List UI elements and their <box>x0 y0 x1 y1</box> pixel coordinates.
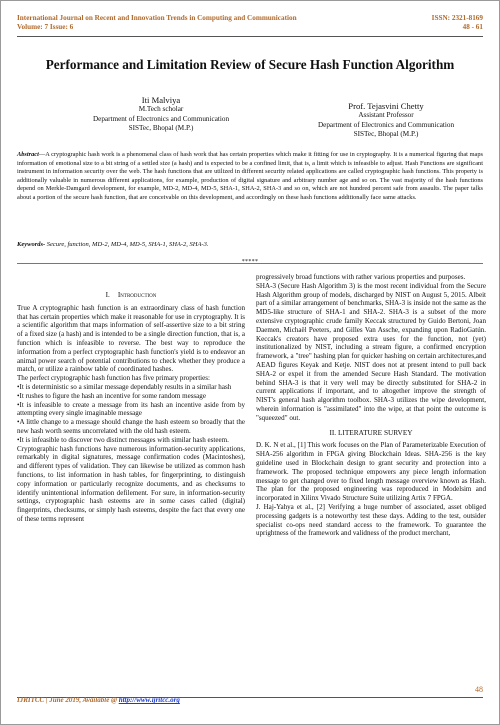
author-block-1 <box>51 96 271 133</box>
page-range: 48 - 61 <box>462 23 483 31</box>
issn: ISSN: 2321-8169 <box>431 14 483 22</box>
volume-issue: Volume: 7 Issue: 6 <box>17 23 74 31</box>
abstract <box>17 151 483 203</box>
footer-text: IJRITCC | June 2019, Available @ <box>17 696 119 704</box>
list-item: •It is deterministic so a similar message dependably results in a similar hash <box>17 382 232 391</box>
paragraph: D. K. N et al., [1] This work focuses on the Plan of Parameterizable Execution of SHA-256 algorithm in FPGA giving Blockchain Ideas. SHA-256 is the key guideline used in Blockchain design to grant security and protection into a framework. The proposed technique empowers any piece length information message to get changed over to fixed length message overview known as Hash. The plan for the proposed engineering was reproduced in Modelsim and incorporated in Xilinx Vivado Structure Suite utilizing Artix 7 FPGA. <box>256 441 486 503</box>
right-column <box>256 273 486 538</box>
author-dept: Department of Electronics and Communication <box>92 114 230 123</box>
author-name: Iti Malviya <box>141 95 181 105</box>
author-name: Prof. Tejasvini Chetty <box>348 101 424 111</box>
paragraph: J. Haj-Yahya et al., [2] Verifying a huge number of associated, asset obliged processing gadgets is a noteworthy test these days. Adding to the test, outsider specialist co-ops need standard access to the framework. To guarantee the uprightness of the framework and validness of the product merchant, <box>256 502 486 538</box>
author-role: Assistant Professor <box>358 111 414 120</box>
abstract-text: —A cryptographic hash work is a phenomenal class of hash work that has certain properties which make it fitting for use in cryptography. It is a numerical figuring that maps information of emotional size to a bit string of a settled size (a hash) and is expected to be a confined limit, that is, a limit which is infeasible to adjust. Hash Functions are significant instrument in information security over the web. The hash functions that are utilized in different security related applications are called cryptographic hash functions. This property is additionally valuable in numerous different applications, for example, production of digital signature and arbitrary number age and so on. The vast majority of the hash functions depend on Merkle-Damgard development, for example, MD-2, MD-4, MD-5, SHA-1, SHA-2, SHA-3 and so on, which are not hundred percent safe from assaults. The paper talks about a portion of the secure hash function, that are conceivable on this development, and accordingly on these hash functions additionally face same attacks. <box>17 151 483 201</box>
issn-header <box>432 14 483 32</box>
author-block-2 <box>291 102 481 139</box>
paragraph: True A cryptographic hash function is an extraordinary class of hash function that has certain properties which make it reasonable for use in cryptography. It is a scientific algorithm that maps information of self-assertive size to a bit string of a fixed size (a hash) and is intended to be a single direction function, that is, a function which is infeasible to reverse. The best way to reproduce the information from a perfect cryptographic hash function's yield is to endeavor an animal power search of potential contributions to check whether they produce a match, or utilize a rainbow table of coordinated hashes. <box>17 303 245 374</box>
header-rule <box>17 36 483 37</box>
journal-name: International Journal on Recent and Innovation Trends in Computing and Communication <box>17 14 297 22</box>
abstract-label: Abstract <box>17 151 39 158</box>
journal-header <box>17 14 297 32</box>
paragraph: Cryptographic hash functions have numerous information-security applications, remarkably in digital signatures, message confirmation codes (Macintoshes), and different types of validation. They can likewise be utilized as common hash functions, to list information in hash tables, for fingerprinting, to distinguish copy information or particularly recognize documents, and as checksums to identify unintentional information defilement. For sure, in information-security settings, cryptographic hash esteems are in some cases called (digital) fingerprints, checksums, or simply hash esteems, despite the fact that every one of these terms represent <box>17 444 245 523</box>
author-inst: SISTec, Bhopal (M.P.) <box>353 129 419 138</box>
paper-title: Performance and Limitation Review of Secure Hash Function Algorithm <box>45 57 455 72</box>
author-inst: SISTec, Bhopal (M.P.) <box>128 123 194 132</box>
section-heading <box>17 291 245 300</box>
keywords-label: Keywords- <box>17 241 46 248</box>
paragraph: The perfect cryptographic hash function has five primary properties: <box>17 374 210 383</box>
paragraph: SHA-3 (Secure Hash Algorithm 3) is the most recent individual from the Secure Hash Algorithm group of models, discharged by NIST on August 5, 2015. Albeit part of a similar arrangement of benchmarks, SHA-3 is inside not the same as the MD5-like structure of SHA-1 and SHA-2. SHA-3 is a subset of the more extensive cryptographic crude family Keccak structured by Guido Bertoni, Joan Daemen, Michaël Peeters, and Gilles Van Assche, expanding upon RadioGatún. Keccak's creators have proposed extra uses for the function, not (yet) institutionalized by NIST, including a stream figure, a confirmed encryption framework, a "tree" hashing plan for quicker hashing on certain architectures,and AEAD figures Keyak and Ketje. NIST does not at present intend to pull back SHA-2 or expel it from the amended Secure Hash Standard. The motivation behind SHA-3 is that it very well may be directly substituted for SHA-2 in current applications if important, and to altogether improve the strength of NIST's general hash algorithm toolbox. SHA-3 utilizes the wipe development, wherein information is "assimilated" into the wipe, at that point the outcome is "squeezed" out. <box>256 281 486 422</box>
separator-stars: ***** <box>241 259 259 265</box>
author-role: M.Tech scholar <box>138 105 184 114</box>
left-column <box>17 291 245 524</box>
section-title: Introduction <box>117 290 157 299</box>
footer <box>17 696 180 704</box>
section-number: I. <box>105 290 110 299</box>
paragraph: progressively broad functions with rather various properties and purposes. <box>256 273 466 281</box>
footer-link[interactable]: http://www.ijritcc.org <box>118 696 180 704</box>
keywords-text: Secure, function, MD-2, MD-4, MD-5, SHA-1, SHA-2, SHA-3. <box>45 241 209 248</box>
page-number: 48 <box>475 685 483 694</box>
list-item: •It rushes to figure the hash an incentive for some random message <box>17 391 206 400</box>
author-dept: Department of Electronics and Communication <box>317 120 455 129</box>
list-item: •It is infeasible to create a message from its hash an incentive aside from by attempting every single imaginable message <box>17 400 245 418</box>
section-heading: II. LITERATURE SURVEY <box>329 427 413 437</box>
list-item: •It is infeasible to discover two distinct messages with similar hash esteem. <box>17 435 229 444</box>
list-item: •A little change to a message should change the hash esteem so broadly that the new hash worth seems uncorrelated with the old hash esteem. <box>17 418 245 435</box>
keywords <box>17 241 483 250</box>
